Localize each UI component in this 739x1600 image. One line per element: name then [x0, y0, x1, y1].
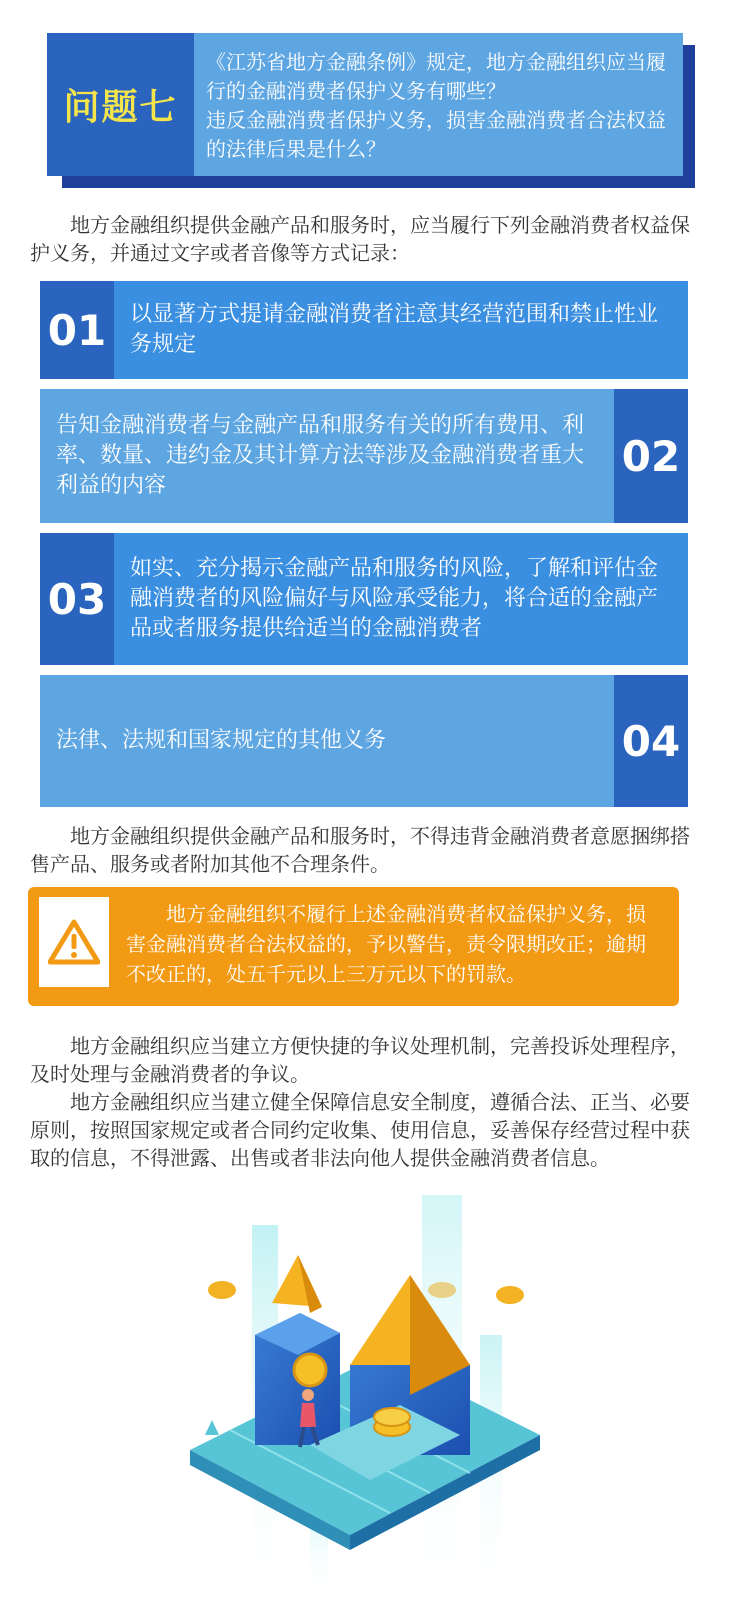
item-text: 告知金融消费者与金融产品和服务有关的所有费用、利率、数量、违约金及其计算方法等涉及金融消费者重大利益的内容: [40, 389, 614, 523]
question-tag: 问题七: [47, 33, 194, 176]
dispute-paragraph: 地方金融组织应当建立方便快捷的争议处理机制，完善投诉处理程序，及时处理与金融消费者的争议。: [30, 1034, 690, 1086]
item-text: 以显著方式提请金融消费者注意其经营范围和禁止性业务规定: [114, 281, 688, 379]
question-text: [194, 33, 683, 176]
warning-text: 地方金融组织不履行上述金融消费者权益保护义务，损害金融消费者合法权益的，予以警告，责令限期改正；逾期不改正的，处五千元以上三万元以下的罚款。: [126, 902, 646, 986]
question-line-2: 违反金融消费者保护义务，损害金融消费者合法权益的法律后果是什么？: [206, 108, 666, 161]
no-bundle-paragraph: 地方金融组织提供金融产品和服务时，不得违背金融消费者意愿捆绑搭售产品、服务或者附加其他不合理条件。: [30, 824, 690, 876]
obligation-item-03: [40, 533, 688, 665]
item-number: 03: [40, 533, 114, 665]
item-number: 01: [40, 281, 114, 379]
security-paragraph: 地方金融组织应当建立健全保障信息安全制度，遵循合法、正当、必要原则，按照国家规定或者合同约定收集、使用信息，妥善保存经营过程中获取的信息，不得泄露、出售或者非法向他人提供金融消费者信息。: [30, 1090, 690, 1170]
obligation-item-01: [40, 281, 688, 379]
intro-paragraph: 地方金融组织提供金融产品和服务时，应当履行下列金融消费者权益保护义务，并通过文字或者音像等方式记录：: [30, 213, 690, 265]
isometric-finance-city-illustration: [160, 1195, 600, 1600]
obligation-item-02: [40, 389, 688, 523]
warning-icon-box: [39, 897, 109, 987]
obligation-item-04: [40, 675, 688, 807]
item-number: 02: [614, 389, 688, 523]
penalty-warning-box: [28, 887, 679, 1006]
item-text: 法律、法规和国家规定的其他义务: [40, 675, 614, 807]
item-text: 如实、充分揭示金融产品和服务的风险，了解和评估金融消费者的风险偏好与风险承受能力，将合适的金融产品或者服务提供给适当的金融消费者: [114, 533, 688, 665]
item-number: 04: [614, 675, 688, 807]
question-header: [47, 33, 683, 176]
question-line-1: 《江苏省地方金融条例》规定，地方金融组织应当履行的金融消费者保护义务有哪些？: [206, 50, 666, 103]
warning-triangle-icon: [48, 919, 100, 965]
